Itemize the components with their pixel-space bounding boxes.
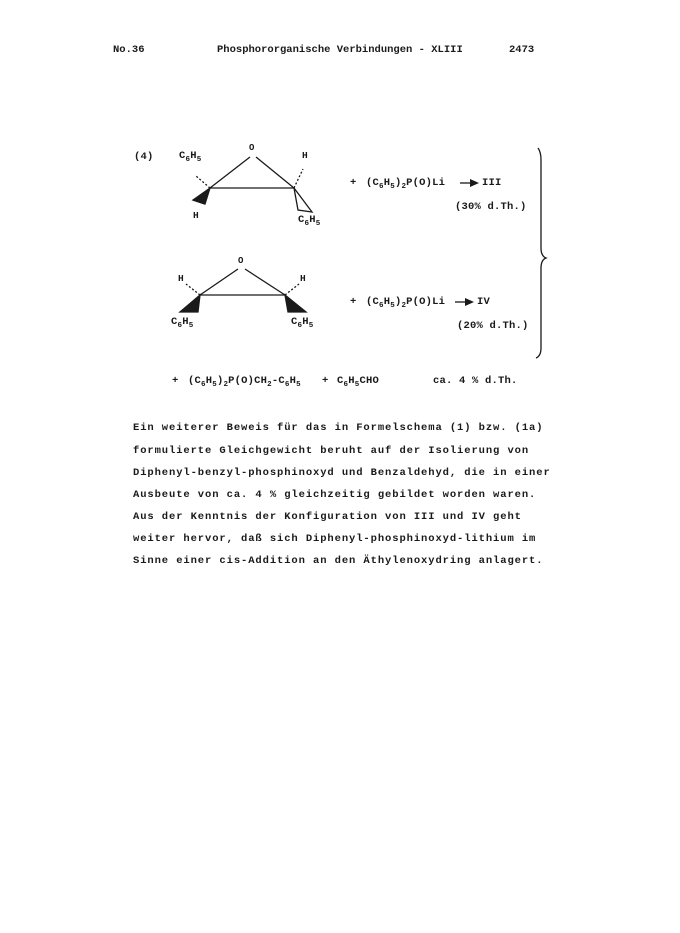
journal-number: No.36 [113,44,145,56]
reaction2-product: IV [477,296,491,308]
reaction1-plus: + [350,177,357,189]
body-line-3: Diphenyl-benzyl-phosphinoxyd und Benzaldehyd, die in einer [133,467,551,479]
epoxide2-dash-right [285,284,299,295]
reaction1-reagent: $(C_6H_5)_2P(O)Li$ [366,177,446,191]
side-products-yield: ca. 4 % d.Th. [433,375,518,387]
arrow2-head [465,298,474,306]
epoxide1-co-bond-left [210,157,250,188]
epoxide2-wedge-right [285,295,306,312]
reaction2-reagent: $(C_6H_5)_2P(O)Li$ [366,296,446,310]
epoxide2-wedge-left [180,295,200,312]
mol1-bottom-right-phenyl: $C_6H_5$ [298,214,321,228]
side-products-plus-1: + [172,375,179,387]
side-products-plus-2: + [322,375,329,387]
epoxide2-co-bond-right [245,269,285,295]
benzyl-phosphine-oxide: $(C_6H_5)_2P(O)CH_2-C_6H_5$ [188,375,301,389]
mol1-top-left-phenyl: $C_6H_5$ [179,150,202,164]
epoxide2-co-bond-left [200,269,238,295]
mol1-top-right-h: H [302,150,308,161]
epoxide1-wedge-right [294,188,312,212]
mol2-bottom-right-phenyl: $C_6H_5$ [291,316,314,330]
reaction2-plus: + [350,296,357,308]
mol2-top-right-h: H [300,273,306,284]
body-line-2: formulierte Gleichgewicht beruht auf der Isolierung von [133,445,530,457]
scheme-label: (4) [134,151,154,163]
mol2-top-left-h: H [178,273,184,284]
reaction1-yield: (30% d.Th.) [455,201,527,213]
body-line-5: Aus der Kenntnis der Konfiguration von III und IV geht [133,511,522,523]
reaction2-yield: (20% d.Th.) [457,320,529,332]
arrow1-head [470,179,479,187]
body-line-1: Ein weiterer Beweis für das in Formelschema (1) bzw. (1a) [133,422,544,434]
benzaldehyde: $C_6H_5CHO$ [337,375,379,389]
running-title: Phosphororganische Verbindungen - XLIII [217,44,463,56]
epoxide1-dash-left [196,176,210,188]
epoxide1-wedge-left [193,188,210,204]
epoxide2-dash-left [186,284,200,295]
body-line-6: weiter hervor, daß sich Diphenyl-phosphinoxyd-lithium im [133,533,537,545]
page-number: 2473 [509,44,535,56]
body-line-7: Sinne einer cis-Addition an den Äthylenoxydring anlagert. [133,555,544,567]
right-brace [536,148,546,358]
reaction1-product: III [482,177,502,189]
mol2-oxygen: O [238,256,244,266]
epoxide1-co-bond-right [256,157,294,188]
mol1-bottom-left-h: H [193,210,199,221]
body-line-4: Ausbeute von ca. 4 % gleichzeitig gebildet worden waren. [133,489,537,501]
mol1-oxygen: O [249,143,255,153]
mol2-bottom-left-phenyl: $C_6H_5$ [171,316,194,330]
epoxide1-dash-right [294,169,303,188]
